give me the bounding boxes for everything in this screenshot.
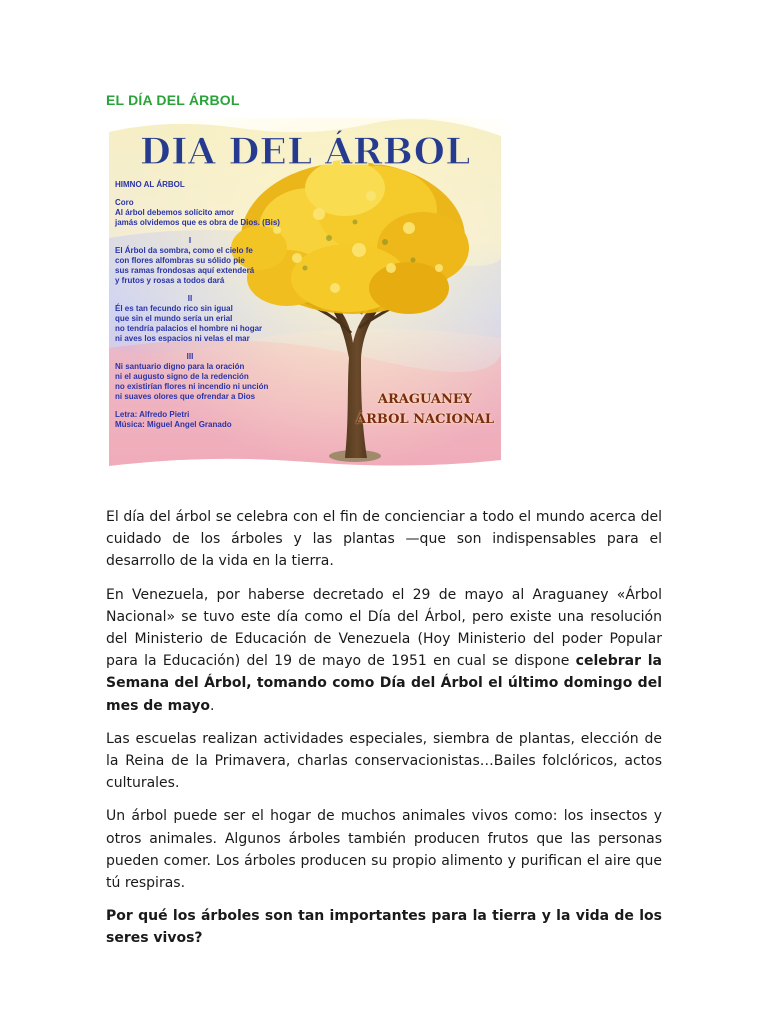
hymn-line: y frutos y rosas a todos dará bbox=[115, 276, 225, 285]
hymn-line: no tendría palacios el hombre ni hogar bbox=[115, 324, 263, 333]
paragraph: Las escuelas realizan actividades especiales, siembra de plantas, elección de la Reina de la Primavera, charlas conservacionistas…Bailes folclóricos, actos culturales. bbox=[106, 730, 662, 792]
hymn-verse-label: II bbox=[187, 294, 193, 303]
poster-title: DIA DEL ÁRBOL bbox=[139, 131, 471, 173]
hymn-line: jamás olvidemos que es obra de Dios. (Bis) bbox=[115, 218, 280, 227]
araguaney-badge bbox=[355, 390, 495, 430]
hymn-text bbox=[115, 180, 305, 430]
hymn-verse-label: I bbox=[188, 236, 192, 245]
hymn-title: HIMNO AL ÁRBOL bbox=[115, 180, 185, 189]
hymn-line: Él es tan fecundo rico sin igual bbox=[115, 304, 233, 313]
hymn-line: El Árbol da sombra, como el cielo fe bbox=[115, 246, 253, 255]
hymn-coro-label: Coro bbox=[115, 198, 134, 207]
hymn-line: no existirían flores ni incendio ni unción bbox=[115, 382, 269, 391]
badge-line: ÁRBOL NACIONAL bbox=[356, 412, 494, 427]
hymn-line: Ni santuario digno para la oración bbox=[115, 362, 245, 371]
hymn-line: ni suaves olores que ofrendar a Dios bbox=[115, 392, 256, 401]
bold-text: celebrar la Semana del Árbol, tomando como Día del Árbol el último domingo del mes de mayo bbox=[106, 653, 662, 714]
hymn-line: con flores alfombras su sólido pie bbox=[115, 256, 245, 265]
paragraph: El día del árbol se celebra con el fin de concienciar a todo el mundo acerca del cuidado de los árboles y las plantas —que son indispensables para el desarrollo de la vida en la tierra. bbox=[106, 509, 662, 570]
hymn-line: Al árbol debemos solícito amor bbox=[115, 208, 235, 217]
paragraph-text: . bbox=[210, 697, 215, 714]
paragraph bbox=[106, 584, 662, 717]
paragraph: Un árbol puede ser el hogar de muchos animales vivos como: los insectos y otros animales. Algunos árboles también producen frutos que las personas pueden comer. Los árboles producen su propio alimento y purifican el aire que tú respiras. bbox=[106, 808, 662, 892]
hymn-line: ni aves los espacios ni velas el mar bbox=[115, 334, 250, 343]
question-text: Por qué los árboles son tan importantes para la tierra y la vida de los seres vivos? bbox=[106, 908, 662, 947]
poster-image bbox=[109, 118, 501, 468]
question bbox=[106, 905, 662, 949]
hymn-line: ni el augusto signo de la redención bbox=[115, 372, 249, 381]
hymn-line: que sin el mundo sería un erial bbox=[115, 314, 233, 323]
hymn-credit: Música: Miguel Angel Granado bbox=[115, 420, 232, 429]
paragraph-text: En Venezuela, por haberse decretado el 29 de mayo al Araguaney «Árbol Nacional» se tuvo este día como el Día del Árbol, pero existe una resolución del Ministerio de Educación de Venezuela (Hoy Ministerio del poder Popular para la Educación) del 19 de mayo de 1951 en cual se dispone bbox=[106, 586, 662, 670]
article-body bbox=[106, 506, 662, 961]
hymn-verse-label: III bbox=[186, 352, 194, 361]
badge-line: ARAGUANEY bbox=[377, 392, 473, 407]
page-heading: EL DÍA DEL ÁRBOL bbox=[106, 92, 240, 108]
hymn-line: sus ramas frondosas aquí extenderá bbox=[115, 266, 255, 275]
hymn-credit: Letra: Alfredo Pietri bbox=[115, 410, 190, 419]
